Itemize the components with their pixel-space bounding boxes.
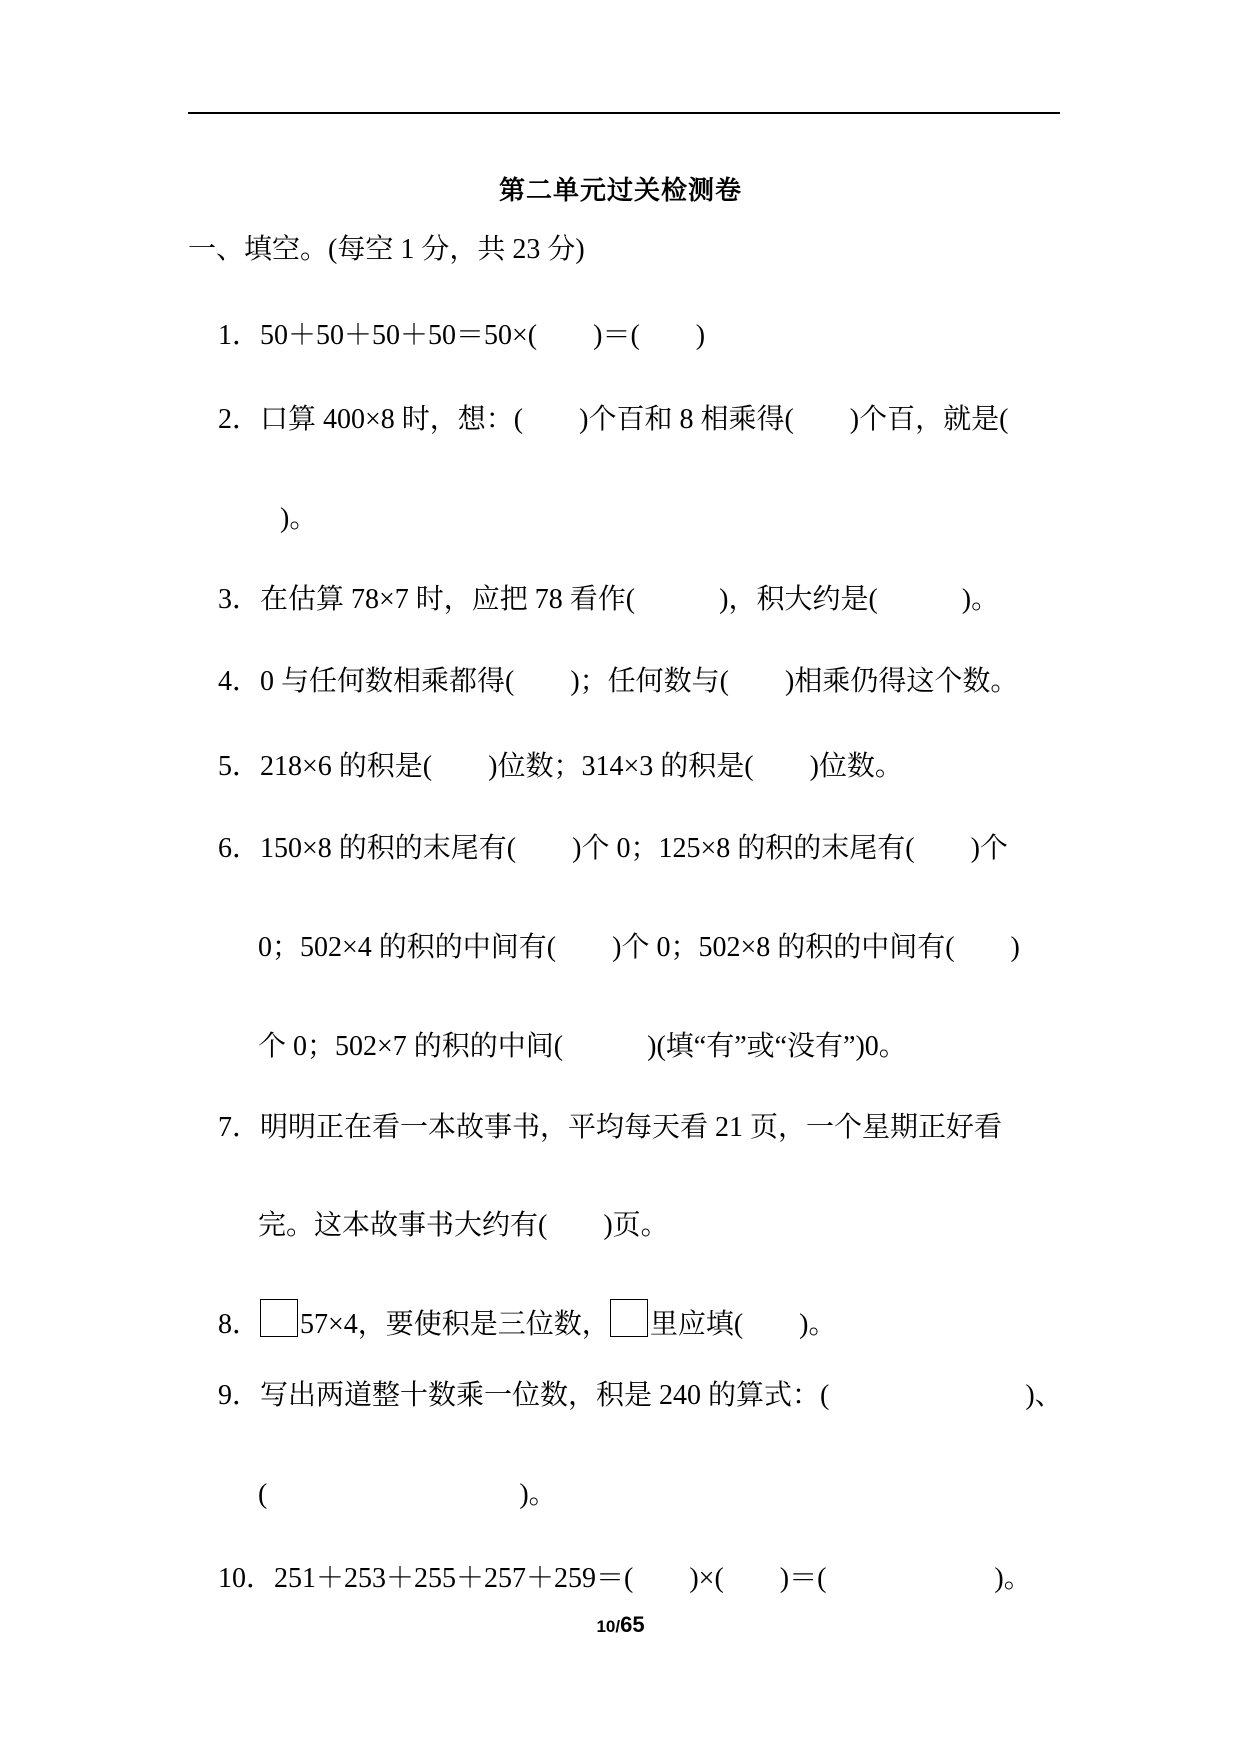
question-text: 明明正在看一本故事书，平均每天看 21 页，一个星期正好看 bbox=[260, 1112, 1003, 1143]
answer-box bbox=[260, 1299, 298, 1337]
question-text: 在估算 78×7 时，应把 78 看作( )，积大约是( )。 bbox=[260, 584, 1000, 615]
question-number: 4． bbox=[218, 666, 261, 697]
question-10 bbox=[218, 1561, 1032, 1597]
question-1 bbox=[218, 318, 705, 354]
question-text: 251＋253＋255＋257＋259＝( )×( )＝( )。 bbox=[274, 1563, 1032, 1594]
question-6 bbox=[218, 831, 1008, 867]
question-6-continued: 个 0；502×7 的积的中间( )(填“有”或“没有”)0。 bbox=[258, 1031, 907, 1062]
question-text: 50＋50＋50＋50＝50×( )＝( ) bbox=[260, 320, 706, 351]
question-6-continued: 0；502×4 的积的中间有( )个 0；502×8 的积的中间有( ) bbox=[258, 932, 1020, 963]
question-7-continued: 完。这本故事书大约有( )页。 bbox=[258, 1210, 669, 1241]
question-4 bbox=[218, 664, 1018, 700]
question-number: 6． bbox=[218, 833, 261, 864]
question-number: 5． bbox=[218, 751, 261, 782]
question-number: 3． bbox=[218, 584, 261, 615]
answer-box bbox=[610, 1299, 648, 1337]
question-7 bbox=[218, 1110, 1002, 1146]
question-text: 0 与任何数相乘都得( )；任何数与( )相乘仍得这个数。 bbox=[260, 666, 1019, 697]
page-number bbox=[0, 1612, 1241, 1638]
section-heading: 一、填空。(每空 1 分，共 23 分) bbox=[188, 234, 585, 265]
question-2 bbox=[218, 402, 1008, 438]
question-3 bbox=[218, 582, 999, 618]
total-pages: 65 bbox=[620, 1612, 645, 1637]
question-text: 口算 400×8 时，想：( )个百和 8 相乘得( )个百，就是( bbox=[260, 404, 1009, 435]
question-9-continued: ( )。 bbox=[258, 1479, 557, 1510]
question-number: 7． bbox=[218, 1112, 261, 1143]
question-number: 2． bbox=[218, 404, 261, 435]
question-number: 1． bbox=[218, 320, 261, 351]
question-9 bbox=[218, 1378, 1063, 1414]
question-text: 写出两道整十数乘一位数，积是 240 的算式：( )、 bbox=[260, 1380, 1063, 1411]
question-number: 8． bbox=[218, 1309, 261, 1340]
question-8 bbox=[218, 1299, 836, 1343]
page-title: 第二单元过关检测卷 bbox=[498, 176, 742, 206]
question-2-continued: )。 bbox=[252, 503, 318, 534]
current-page: 10/ bbox=[596, 1617, 621, 1636]
question-5 bbox=[218, 749, 903, 785]
question-number: 10． bbox=[218, 1563, 275, 1594]
question-text: 150×8 的积的末尾有( )个 0；125×8 的积的末尾有( )个 bbox=[260, 833, 1008, 864]
question-text: 218×6 的积是( )位数；314×3 的积是( )位数。 bbox=[260, 751, 903, 782]
question-text: 57×4，要使积是三位数， bbox=[300, 1309, 610, 1340]
question-number: 9． bbox=[218, 1380, 261, 1411]
question-text: 里应填( )。 bbox=[649, 1309, 837, 1340]
header-rule bbox=[188, 112, 1060, 114]
